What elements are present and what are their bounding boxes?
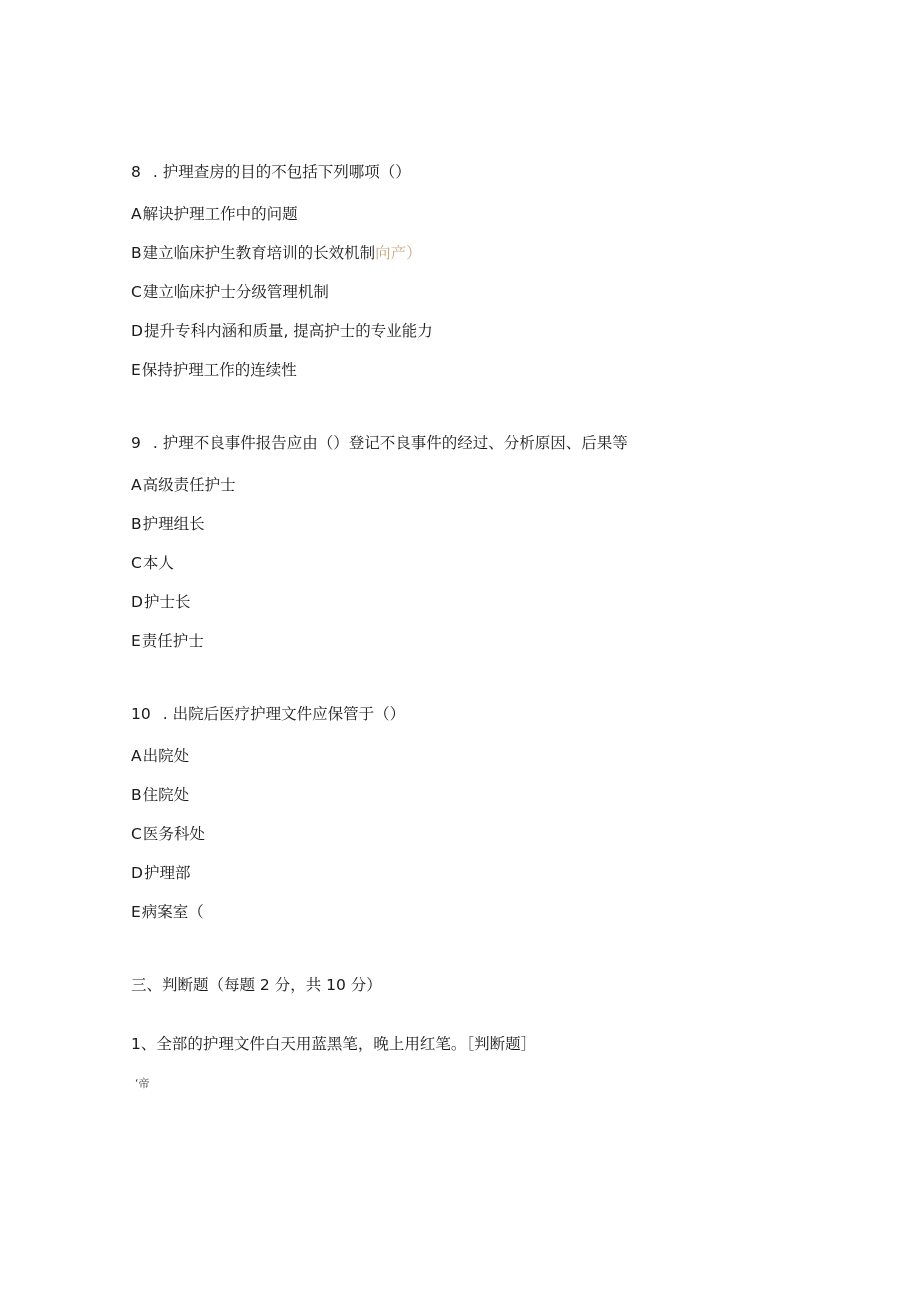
option-text: 护理部 [143,864,191,882]
option-text: 提升专科内涵和质量, 提高护士的专业能力 [143,322,433,340]
question-number: 9 [131,434,141,452]
option-text: 建立临床护生教育培训的长效机制 [142,244,376,262]
option-c[interactable] [131,282,329,302]
option-letter: B [131,786,142,804]
option-letter: C [131,283,142,301]
option-text: 护理组长 [142,515,205,533]
option-letter: E [131,903,141,921]
option-letter: D [131,593,143,611]
option-letter: B [131,515,142,533]
option-text: 建立临床护士分级管理机制 [142,283,329,301]
option-text: 本人 [142,554,174,572]
option-c[interactable] [131,553,174,573]
option-letter: A [131,747,142,765]
option-text: 责任护士 [141,632,204,650]
option-d[interactable] [131,592,190,612]
faint-annotation: 向产） [375,244,422,262]
section-heading: 三、判断题（每题 2 分，共 10 分） [131,976,382,994]
option-d[interactable] [131,321,433,341]
question-number: 8 [131,163,141,181]
option-letter: E [131,361,141,379]
option-d[interactable] [131,863,190,883]
option-a[interactable] [131,475,236,495]
judgement-question-1: 1、全部的护理文件白天用蓝黑笔，晚上用红笔。［判断题］ [131,1035,537,1053]
option-e[interactable] [131,631,204,651]
question-text: . 护理不良事件报告应由（）登记不良事件的经过、分析原因、后果等 [152,434,628,452]
option-text: 护士长 [143,593,191,611]
option-b[interactable] [131,514,205,534]
option-letter: C [131,825,142,843]
option-letter: D [131,322,143,340]
option-text: 出院处 [142,747,190,765]
option-letter: C [131,554,142,572]
option-text: 医务科处 [142,825,205,843]
question-9-stem [131,433,628,453]
option-text: 保持护理工作的连续性 [141,361,297,379]
option-b[interactable] [131,785,189,805]
option-e[interactable] [131,360,297,380]
option-text: 高级责任护士 [142,476,236,494]
option-letter: B [131,244,142,262]
option-b[interactable] [131,243,422,263]
stray-mark: ‘帝 [135,1077,150,1090]
option-letter: D [131,864,143,882]
option-letter: A [131,205,142,223]
option-c[interactable] [131,824,205,844]
option-text: 解诀护理工作中的问题 [142,205,298,223]
question-10-stem [131,704,405,724]
option-letter: A [131,476,142,494]
option-text: 住院处 [142,786,190,804]
option-a[interactable] [131,746,189,766]
option-letter: E [131,632,141,650]
option-text: 病案室（ [141,903,204,921]
option-e[interactable] [131,902,204,922]
question-8-stem [131,162,411,182]
question-text: . 护理查房的目的不包括下列哪项（） [152,163,411,181]
question-number: 10 [131,705,151,723]
option-a[interactable] [131,204,298,224]
question-text: . 出院后医疗护理文件应保管于（） [162,705,406,723]
